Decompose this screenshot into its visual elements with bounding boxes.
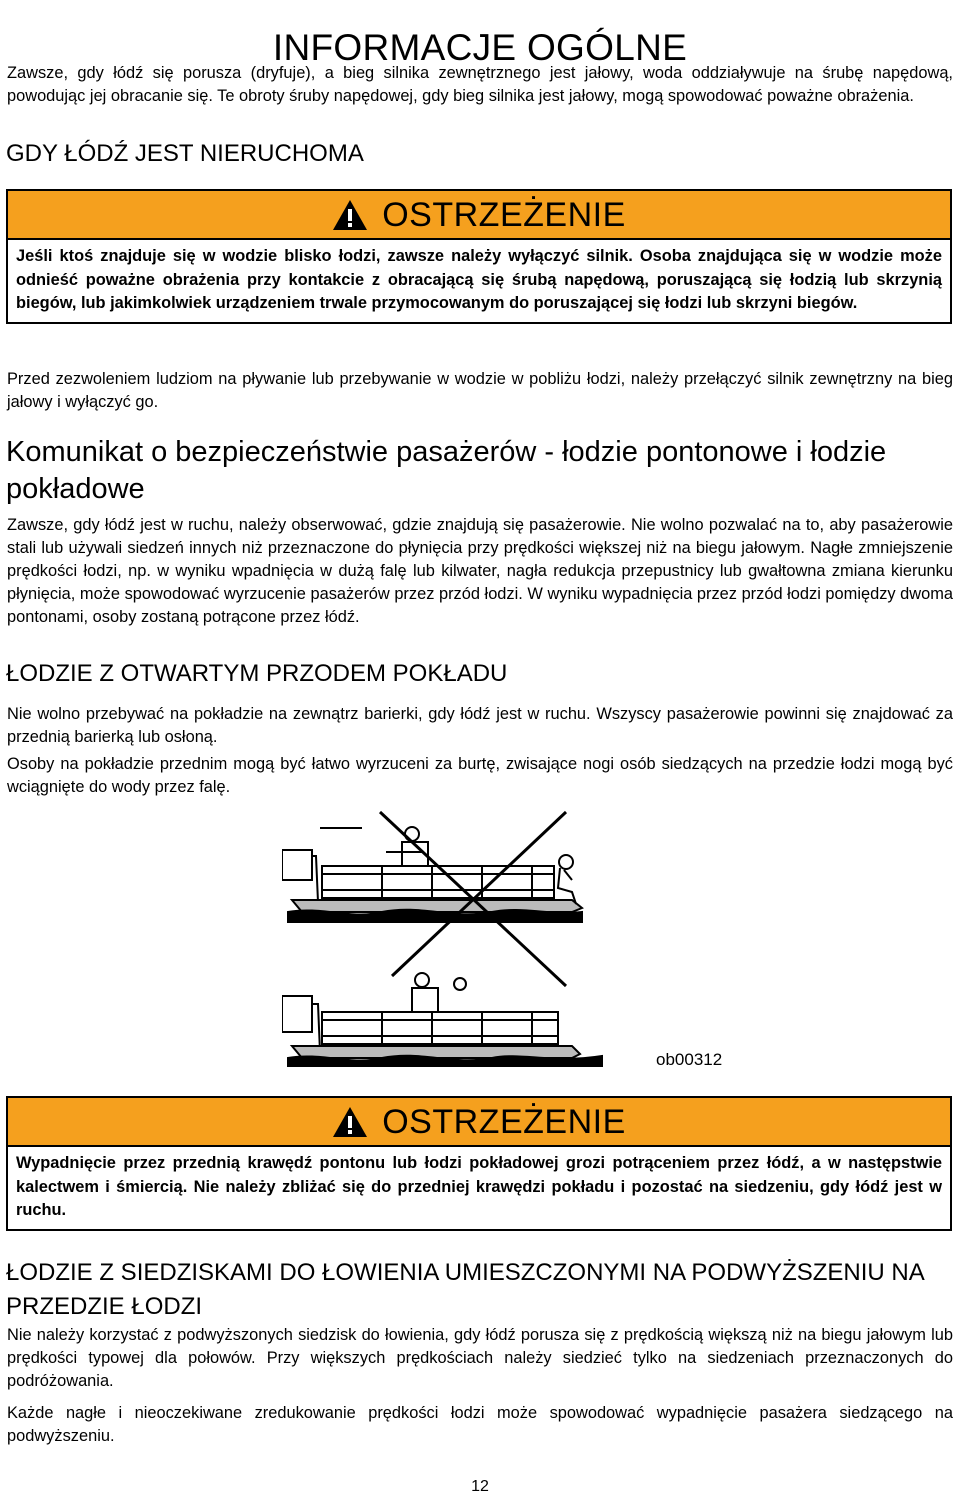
open-front-paragraph-1: Nie wolno przebywać na pokładzie na zewnątrz barierki, gdy łódź jest w ruchu. Wszyscy pasażerowie powinni się znajdować za przednią barierką lub osłoną. (7, 705, 953, 746)
heading-passenger-safety: Komunikat o bezpieczeństwie pasażerów - łodzie pontonowe i łodzie pokładowe (6, 436, 887, 505)
intro-paragraph: Zawsze, gdy łódź się porusza (dryfuje), a bieg silnika zewnętrznego jest jałowy, woda oddziaływuje na śrubę napędową, powodując jej obracanie się. Te obroty śruby napędowej, gdy bieg silnika jest jałowy, mogą spowodować poważne obrażenia. (7, 64, 953, 105)
stationary-paragraph: Przed zezwoleniem ludziom na pływanie lub przebywanie w wodzie w pobliżu łodzi, należy przełączyć silnik zewnętrzny na bieg jałowy i wyłączyć go. (7, 370, 953, 411)
warning-title: OSTRZEŻENIE (382, 1103, 626, 1141)
open-front-paragraph-2: Osoby na pokładzie przednim mogą być łatwo wyrzuceni za burtę, zwisające nogi osób siedzących na przedzie łodzi mogą być wciągnięte do wody przez falę. (7, 755, 953, 796)
heading-elevated-seats: ŁODZIE Z SIEDZISKAMI DO ŁOWIENIA UMIESZCZONYMI NA PODWYŻSZENIU NA PRZEDZIE ŁODZI (6, 1259, 924, 1320)
warning-box-stationary (6, 189, 952, 324)
page-number: 12 (471, 1478, 489, 1495)
elevated-seats-paragraph-2: Każde nagłe i nieoczekiwane zredukowanie prędkości łodzi może spowodować wypadnięcie pasażera siedzącego na podwyższeniu. (7, 1404, 953, 1445)
warning-text: Jeśli ktoś znajduje się w wodzie blisko łodzi, zawsze należy wyłączyć silnik. Osoba znajdująca się w wodzie może odnieść poważne obrażenia przy kontakcie z obracającą się śrubą napędową, poruszającą się łodzią lub skrzynią biegów, lub jakimkolwiek urządzeniem trwale przymocowanym do poruszającej się łodzi lub skrzyni biegów. (16, 247, 942, 312)
warning-triangle-icon (332, 199, 368, 231)
warning-header (8, 191, 950, 240)
heading-stationary: GDY ŁÓDŹ JEST NIERUCHOMA (6, 140, 364, 167)
warning-box-front-edge (6, 1096, 952, 1231)
warning-triangle-icon (332, 1106, 368, 1138)
warning-text: Wypadnięcie przez przednią krawędź pontonu lub łodzi pokładowej grozi potrąceniem przez łódź, a w następstwie kalectwem i śmiercią. Nie należy zbliżać się do przedniej krawędzi pokładu i pozostać na siedzeniu, gdy łódź jest w ruchu. (16, 1154, 942, 1219)
warning-header (8, 1098, 950, 1147)
figure-code: ob00312 (656, 1050, 723, 1069)
passenger-paragraph: Zawsze, gdy łódź jest w ruchu, należy obserwować, gdzie znajdują się pasażerowie. Nie wolno pozwalać na to, aby pasażerowie stali lub używali siedzeń innych niż przeznaczone do płynięcia przy prędkości większej niż na biegu jałowym. Nagłe zmniejszenie prędkości łodzi, np. w wyniku wpadnięcia w dużą falę lub kilwater, nagła redukcja przepustnicy lub gwałtowna zmiana kierunku płynięcia, może spowodować wyrzucenie pasażerów przez przód łodzi. W wyniku wypadnięcia przez przód łodzi pomiędzy dwoma pontonami, osoby zostaną potrącone przez łódź. (7, 516, 953, 626)
pontoon-boat-illustration (282, 808, 612, 1068)
page-title: INFORMACJE OGÓLNE (272, 26, 688, 68)
warning-title: OSTRZEŻENIE (382, 196, 626, 234)
heading-open-front: ŁODZIE Z OTWARTYM PRZODEM POKŁADU (6, 660, 508, 687)
boat-safe-drawing (282, 973, 602, 1066)
elevated-seats-paragraph-1: Nie należy korzystać z podwyższonych siedzisk do łowienia, gdy łódź porusza się z prędkością większą niż na biegu jałowym lub prędkości typowej dla połowów. Przy większych prędkościach należy siedzieć tylko na siedzeniach przeznaczonych do podróżowania. (7, 1326, 953, 1390)
